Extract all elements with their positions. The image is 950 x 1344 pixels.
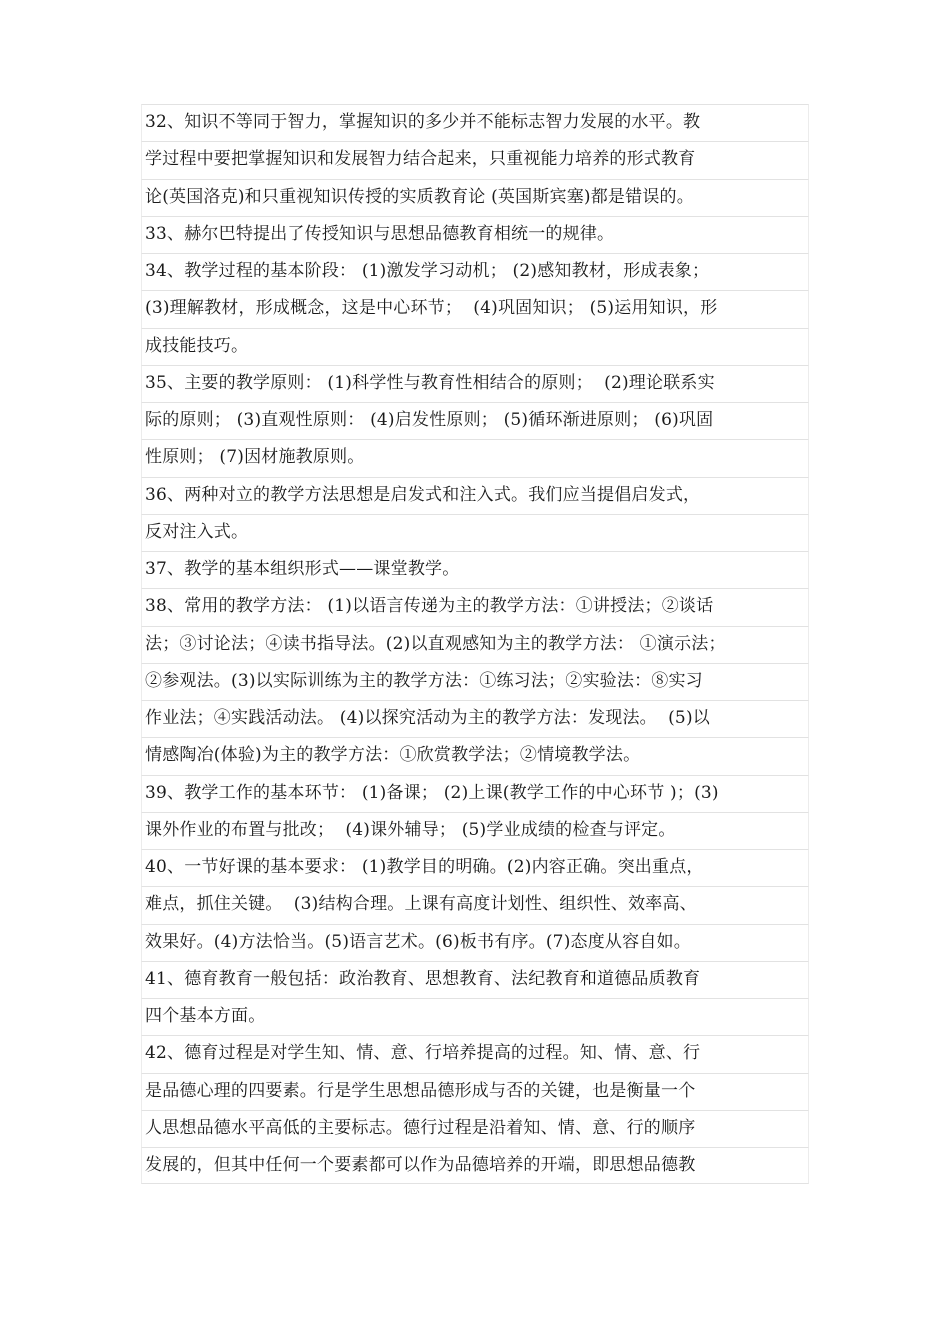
text-line (141, 924, 809, 961)
text-line (141, 477, 809, 514)
text-line-content: 作业法；④实践活动法。 (4)以探究活动为主的教学方法：发现法。 (5)以 (145, 708, 710, 728)
text-line (141, 775, 809, 812)
text-line-content: 是品德心理的四要素。行是学生思想品德形成与否的关键，也是衡量一个 (145, 1080, 696, 1101)
text-line (141, 812, 809, 849)
text-line-content: 33、赫尔巴特提出了传授知识与思想品德教育相统一的规律。 (145, 223, 615, 244)
text-body (141, 104, 809, 1184)
text-line-content: 37、教学的基本组织形式——课堂教学。 (145, 559, 460, 579)
text-line (141, 588, 809, 625)
text-line-content: 性原则； (7)因材施教原则。 (145, 447, 365, 468)
text-line-content: 41、德育教育一般包括：政治教育、思想教育、法纪教育和道德品质教育 (145, 968, 701, 989)
text-line (141, 961, 809, 998)
text-line-content: 39、教学工作的基本环节： (1)备课； (2)上课(教学工作的中心环节 )；(3) (145, 782, 719, 803)
text-line-content: ②参观法。(3)以实际训练为主的教学方法：①练习法；②实验法：⑧实习 (145, 670, 703, 691)
text-line-content: 35、主要的教学原则： (1)科学性与教育性相结合的原则； (2)理论联系实 (145, 372, 715, 393)
text-line-content: 效果好。(4)方法恰当。(5)语言艺术。(6)板书有序。(7)态度从容自如。 (145, 931, 691, 952)
text-line (141, 253, 809, 290)
text-line-content: 情感陶冶(体验)为主的教学方法：①欣赏教学法；②情境教学法。 (145, 745, 641, 766)
text-line-content: 36、两种对立的教学方法思想是启发式和注入式。我们应当提倡启发式， (145, 484, 701, 505)
text-line (141, 402, 809, 439)
text-line (141, 514, 809, 551)
text-line-content: 发展的，但其中任何一个要素都可以作为品德培养的开端，即思想品德教 (145, 1155, 696, 1175)
text-line-content: 40、一节好课的基本要求： (1)教学目的明确。(2)内容正确。突出重点， (145, 857, 704, 877)
text-line-content: 难点，抓住关键。 (3)结构合理。上课有高度计划性、组织性、效率高、 (145, 894, 697, 915)
text-line (141, 700, 809, 737)
text-line (141, 216, 809, 253)
text-line-content: 38、常用的教学方法： (1)以语言传递为主的教学方法：①讲授法；②谈话 (145, 596, 714, 617)
text-line (141, 1147, 809, 1184)
text-line-content: 四个基本方面。 (145, 1006, 266, 1026)
text-line-content: 人思想品德水平高低的主要标志。德行过程是沿着知、情、意、行的顺序 (145, 1117, 696, 1138)
text-line (141, 439, 809, 476)
text-line (141, 328, 809, 365)
text-line (141, 886, 809, 923)
text-line-content: 课外作业的布置与批改； (4)课外辅导； (5)学业成绩的检查与评定。 (145, 819, 676, 840)
text-line-content: 32、知识不等同于智力，掌握知识的多少并不能标志智力发展的水平。教 (145, 112, 701, 132)
text-line-content: 际的原则； (3)直观性原则： (4)启发性原则； (5)循环渐进原则； (6)巩固 (145, 410, 714, 430)
text-line (141, 290, 809, 327)
text-line-content: 学过程中要把掌握知识和发展智力结合起来，只重视能力培养的形式教育 (145, 149, 696, 170)
text-line (141, 737, 809, 774)
text-line (141, 141, 809, 178)
text-line (141, 626, 809, 663)
text-line (141, 1110, 809, 1147)
text-line (141, 104, 809, 141)
text-line-content: 成技能技巧。 (145, 335, 249, 356)
text-line (141, 998, 809, 1035)
text-line (141, 849, 809, 886)
text-line (141, 551, 809, 588)
text-line (141, 365, 809, 402)
text-line-content: 反对注入式。 (145, 521, 249, 542)
text-line-content: 42、德育过程是对学生知、情、意、行培养提高的过程。知、情、意、行 (145, 1043, 701, 1064)
text-line-content: 法；③讨论法；④读书指导法。(2)以直观感知为主的教学方法： ①演示法； (145, 633, 726, 654)
text-line-content: 论(英国洛克)和只重视知识传授的实质教育论 (英国斯宾塞)都是错误的。 (145, 186, 694, 207)
text-line (141, 663, 809, 700)
text-line (141, 1035, 809, 1072)
text-line (141, 179, 809, 216)
text-line-content: (3)理解教材，形成概念，这是中心环节； (4)巩固知识； (5)运用知识，形 (145, 298, 718, 319)
text-line-content: 34、教学过程的基本阶段： (1)激发学习动机； (2)感知教材，形成表象； (145, 261, 710, 281)
text-line (141, 1073, 809, 1110)
